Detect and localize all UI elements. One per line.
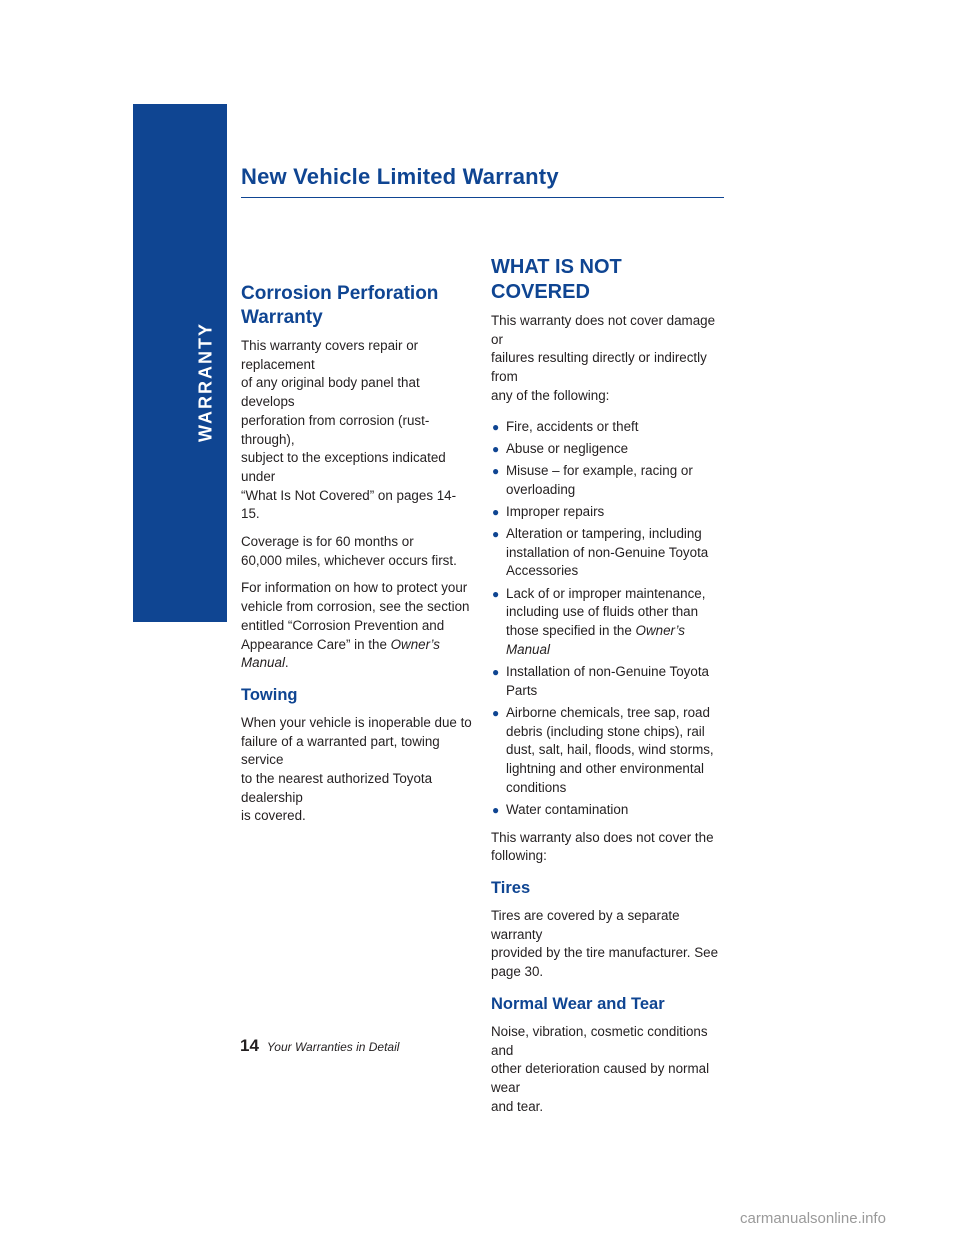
also-not-covered: This warranty also does not cover the following: [491, 829, 714, 864]
bullet-icon: ● [492, 664, 500, 679]
bullet-icon: ● [492, 705, 500, 720]
tires-para: Tires are covered by a separate warranty provided by the tire manufacturer. See page 30. [491, 907, 719, 980]
list-item: ● Airborne chemicals, tree sap, road debris (including stone chips), rail dust, salt, hail, floods, wind storms, lightning and other environmental conditions [492, 704, 714, 795]
left-column [241, 282, 473, 835]
page-footer [240, 1036, 399, 1056]
title-divider [241, 197, 724, 198]
towing-heading: Towing [241, 685, 298, 704]
page-number: 14 [240, 1036, 259, 1055]
bullet-icon: ● [492, 441, 500, 456]
watermark: carmanualsonline.info [740, 1210, 886, 1227]
bullet-icon: ● [492, 586, 500, 601]
corrosion-para-1: This warranty covers repair or replacement of any original body panel that develops perforation from corrosion (rust-through), subject to the exceptions indicated under “What Is Not Covered” on pages 14-15. [241, 338, 457, 522]
list-item: ● Abuse or negligence [491, 440, 724, 459]
corrosion-heading: Corrosion Perforation Warranty [241, 283, 439, 328]
page-title: New Vehicle Limited Warranty [241, 164, 559, 189]
corrosion-para-3-end: . [284, 655, 289, 671]
list-item: ● Fire, accidents or theft [491, 418, 724, 437]
list-item: ● Alteration or tampering, including installation of non-Genuine Toyota Accessories [492, 526, 709, 579]
corrosion-para-2: Coverage is for 60 months or 60,000 miles, whichever occurs first. [241, 534, 457, 568]
corrosion-para-3-text: For information on how to protect your vehicle from corrosion, see the section entitled “Corrosion Prevention and Appearance Care” in the [241, 580, 470, 652]
owners-manual-ref: Owner’s Manual [506, 623, 685, 657]
wear-para: Noise, vibration, cosmetic conditions and other deterioration caused by normal wear and tear. [491, 1023, 710, 1114]
not-covered-intro: This warranty does not cover damage or failures resulting directly or indirectly from any of the following: [491, 313, 716, 403]
bullet-icon: ● [492, 419, 500, 434]
list-item: ● Improper repairs [491, 503, 724, 522]
bullet-icon: ● [492, 463, 500, 478]
wear-heading: Normal Wear and Tear [491, 994, 665, 1013]
corrosion-para-3 [241, 579, 473, 673]
bullet-icon: ● [492, 527, 500, 542]
list-item: ● Water contamination [491, 801, 724, 820]
towing-para: When your vehicle is inoperable due to failure of a warranted part, towing service to the nearest authorized Toyota dealership is covered. [241, 714, 472, 824]
bullet-icon: ● [492, 802, 500, 817]
owners-manual-ref: Owner’s Manual [241, 636, 440, 671]
tires-heading: Tires [491, 878, 531, 897]
not-covered-heading: WHAT IS NOT COVERED [491, 256, 622, 303]
section-tab-label: WARRANTY [195, 322, 216, 442]
bullet-icon: ● [492, 504, 500, 519]
list-item: ● Misuse – for example, racing or overloading [492, 462, 693, 497]
list-item: ● Installation of non-Genuine Toyota Parts [492, 663, 709, 698]
exclusions-list [491, 418, 724, 820]
list-item: ● Lack of or improper maintenance, including use of fluids other than those specified in the Owner’s Manual [492, 585, 706, 657]
footer-label: Your Warranties in Detail [266, 1040, 400, 1054]
right-column [491, 255, 724, 1125]
